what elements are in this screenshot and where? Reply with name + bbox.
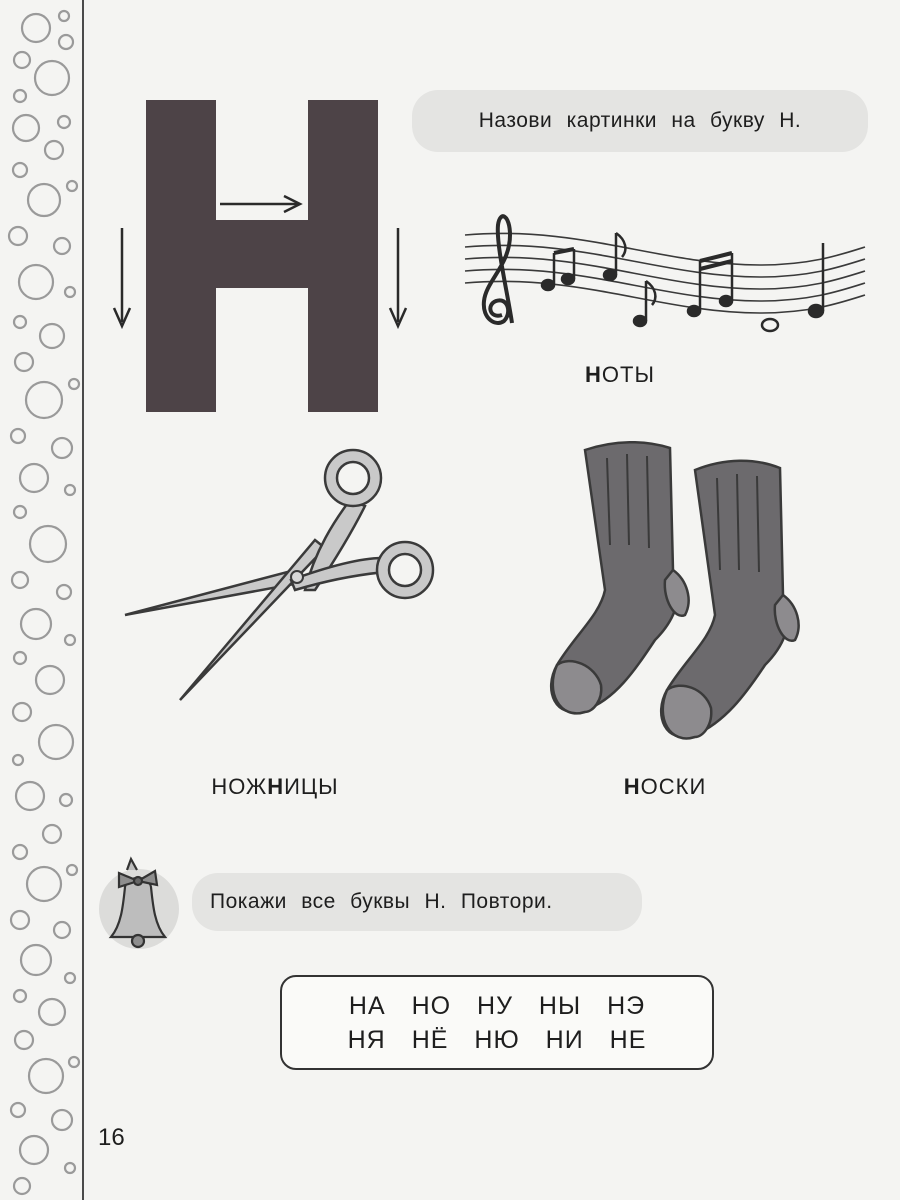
musical-notes-picture (460, 195, 870, 345)
syllable: НЮ (474, 1025, 520, 1054)
syllable: НЭ (607, 991, 646, 1020)
task-instruction-2 (192, 873, 642, 931)
task-instruction-2-text: Покажи все буквы Н. Повтори. (210, 890, 553, 913)
syllable: НУ (477, 991, 513, 1020)
syllables-row-1 (340, 989, 654, 1023)
syllable: НЯ (347, 1025, 386, 1054)
page-margin-line (82, 0, 84, 1200)
syllables-row-2 (339, 1023, 656, 1057)
scissors-picture (115, 440, 445, 710)
syllable: НЫ (538, 991, 582, 1020)
socks-picture (545, 430, 825, 750)
syllable: НО (411, 991, 452, 1020)
word-socks: НОСКИ (623, 774, 707, 799)
syllable: НА (348, 991, 386, 1020)
word-scissors: НОЖНИЦЫ (211, 774, 339, 799)
syllable: НЁ (411, 1025, 449, 1054)
bubble-border (0, 0, 84, 1200)
task-instruction-1-text: Назови картинки на букву Н. (478, 109, 802, 132)
task-instruction-1 (412, 90, 868, 152)
syllable: НИ (545, 1025, 584, 1054)
syllable: НЕ (609, 1025, 647, 1054)
bell-icon (95, 855, 190, 955)
syllables-box (280, 975, 714, 1070)
page-number: 16 (98, 1124, 125, 1151)
word-notes: НОТЫ (585, 362, 655, 387)
letter-n-graphic (100, 90, 420, 420)
